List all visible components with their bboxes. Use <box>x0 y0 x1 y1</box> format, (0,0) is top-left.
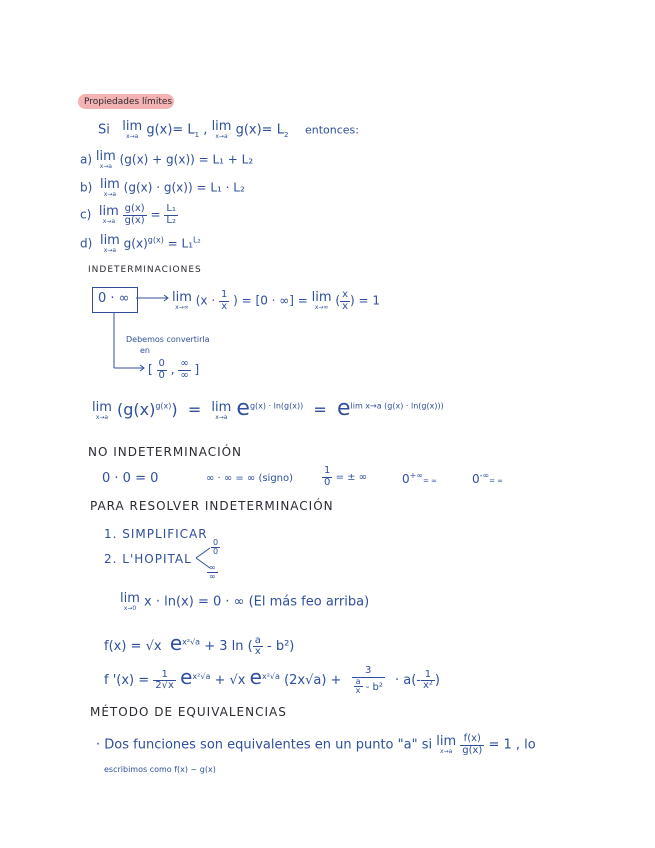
hopital-branch-up <box>196 548 210 558</box>
heading-no-indeterminacion: NO INDETERMINACIÓN <box>88 445 243 459</box>
example-limit: lim x→0 x · ln(x) = 0 · ∞ (El más feo arriba) <box>120 591 370 612</box>
intro-line: Si lim x→a $g(x)= L_1$ , lim x→a $g(x)= L_2$ entonces: <box>98 119 359 140</box>
heading-propiedades: Propiedades límites <box>84 97 173 107</box>
box-label: 0 · ∞ <box>98 291 130 306</box>
no-indet-3: $\frac{1}{0}$ = ± ∞ <box>324 465 368 488</box>
heading-indeterminaciones: INDETERMINACIONES <box>88 265 202 275</box>
prop-d: d) lim x→a $g(x)^{g(x)} = L_1^{L_2}$ <box>80 233 201 254</box>
no-indet-5: 0-∞= ∞ <box>472 471 504 486</box>
indet-expression: lim x→∞ (x · $\frac{1}{x}$ ) = [0 · ∞] = lim x→∞ ( $\frac{x}{x}$ ) = 1 <box>172 289 380 312</box>
no-indet-1: 0 · 0 = 0 <box>102 471 159 486</box>
intro-pre: Si <box>98 122 110 138</box>
no-indet-2: ∞ · ∞ = ∞ (signo) <box>206 473 294 484</box>
intro-post: entonces: <box>304 123 359 137</box>
lim-symbol: lim x→a <box>211 119 232 140</box>
heading-metodo-equivalencias: MÉTODO DE EQUIVALENCIAS <box>90 705 287 719</box>
no-indet-4: 0+∞= ∞ <box>402 471 437 486</box>
prop-a: a) lim x→a (g(x) + g(x)) = L₁ + L₂ <box>80 149 254 170</box>
convert-note: Debemos convertirla en <box>126 335 210 356</box>
fx-expression: f(x) = √x $e^{x^2√a} + 3$ ln ( $\frac{a}{x}$ - b²) <box>104 631 295 657</box>
prop-c: c) lim x→a $\frac{g(x)}{g(x)}$ = $\frac{\text{L₁}}{\text{L₂}}$ <box>80 203 176 226</box>
fpx-expression: f '(x) = $\frac{1}{2√x}$ $e^{x^2√a} + √x$ $e^{x^2√a}$ (2x√a) + 3 $\frac{a}{x}$ - b² · a(- $\frac{1}{\text{x²}}$ ) <box>104 665 440 695</box>
equiv-definition: · Dos funciones son equivalentes en un punto "a" si lim x→a $\frac{f(x)}{g(x)}$ = 1 , lo <box>96 733 536 756</box>
lim-symbol: lim x→a <box>122 119 143 140</box>
power-expression: lim x→a $(g(x)^{g(x)})$ = lim x→a $e^{g(x) \cdot ln(g(x))} = e^{lim x\to a (g(x) \cdot ln(g(x)))}$ <box>92 396 444 421</box>
prop-b: b) lim x→a (g(x) · g(x)) = L₁ · L₂ <box>80 177 245 198</box>
step-simplificar: 1. SIMPLIFICAR <box>104 527 208 541</box>
intro-g: g(x)= L <box>235 122 284 138</box>
heading-para-resolver: PARA RESOLVER INDETERMINACIÓN <box>90 499 334 513</box>
hopital-branch-1: $\frac{0}{0}$ <box>213 538 219 557</box>
intro-f: g(x)= L <box>146 122 195 138</box>
hopital-branch-2: $\frac{\infty}{\infty}$ <box>209 563 216 582</box>
step-lhopital: 2. L'HOPITAL <box>104 552 192 566</box>
convert-target: [ $\frac{0}{0}$ , $\frac{\infty}{\infty}$ ] <box>148 358 200 381</box>
equiv-notation: escribimos como f(x) ~ g(x) <box>104 765 216 774</box>
